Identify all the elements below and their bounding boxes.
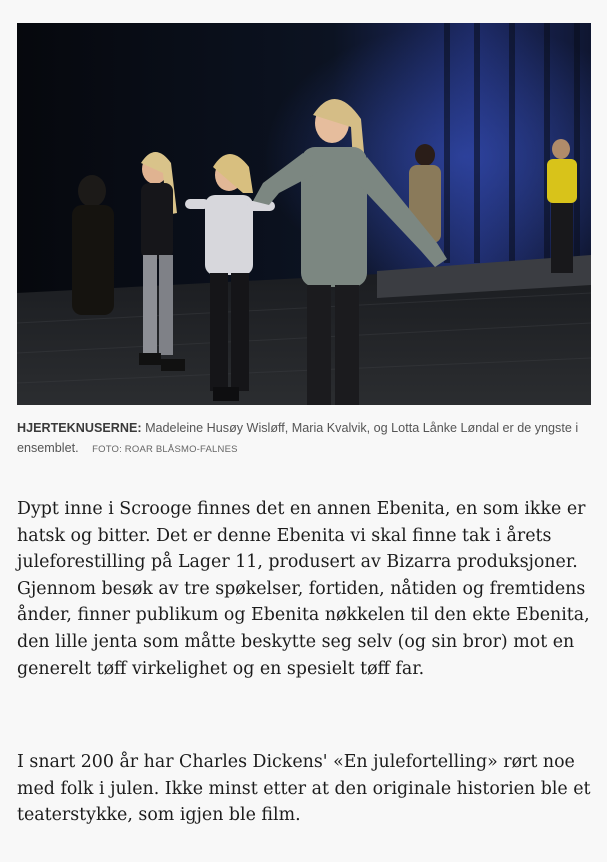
article-paragraph: Dypt inne i Scrooge finnes det en annen Ebenita, en som ikke er hatsk og bitter. Det er denne Ebenita vi skal finne tak i årets juleforestilling på Lager 11, produsert av Bizarra produksjoner. Gjennom besøk av tre spøkelser, fortiden, nåtiden og fremtidens ånder, finner publikum og Ebenita nøkkelen til den ekte Ebenita, den lille jenta som måtte beskytte seg selv (og sin bror) mot en generelt tøff virkelighet og en spesielt tøff far. bbox=[17, 499, 590, 679]
caption-label: HJERTEKNUSERNE: bbox=[17, 421, 142, 435]
caption-text: Madeleine Husøy Wisløff, Maria Kvalvik, og Lotta Lånke Løndal er de yngste i ensemblet. bbox=[17, 421, 579, 455]
stage-photo-illustration bbox=[17, 23, 591, 405]
article-photo[interactable] bbox=[17, 23, 591, 405]
photo-caption bbox=[17, 418, 591, 460]
article-paragraph: I snart 200 år har Charles Dickens' «En julefortelling» rørt noe med folk i julen. Ikke minst etter at den originale historien ble et teaterstykke, som igjen ble film. bbox=[17, 752, 591, 826]
photo-credit: FOTO: ROAR BLÅSMO-FALNES bbox=[92, 444, 238, 455]
